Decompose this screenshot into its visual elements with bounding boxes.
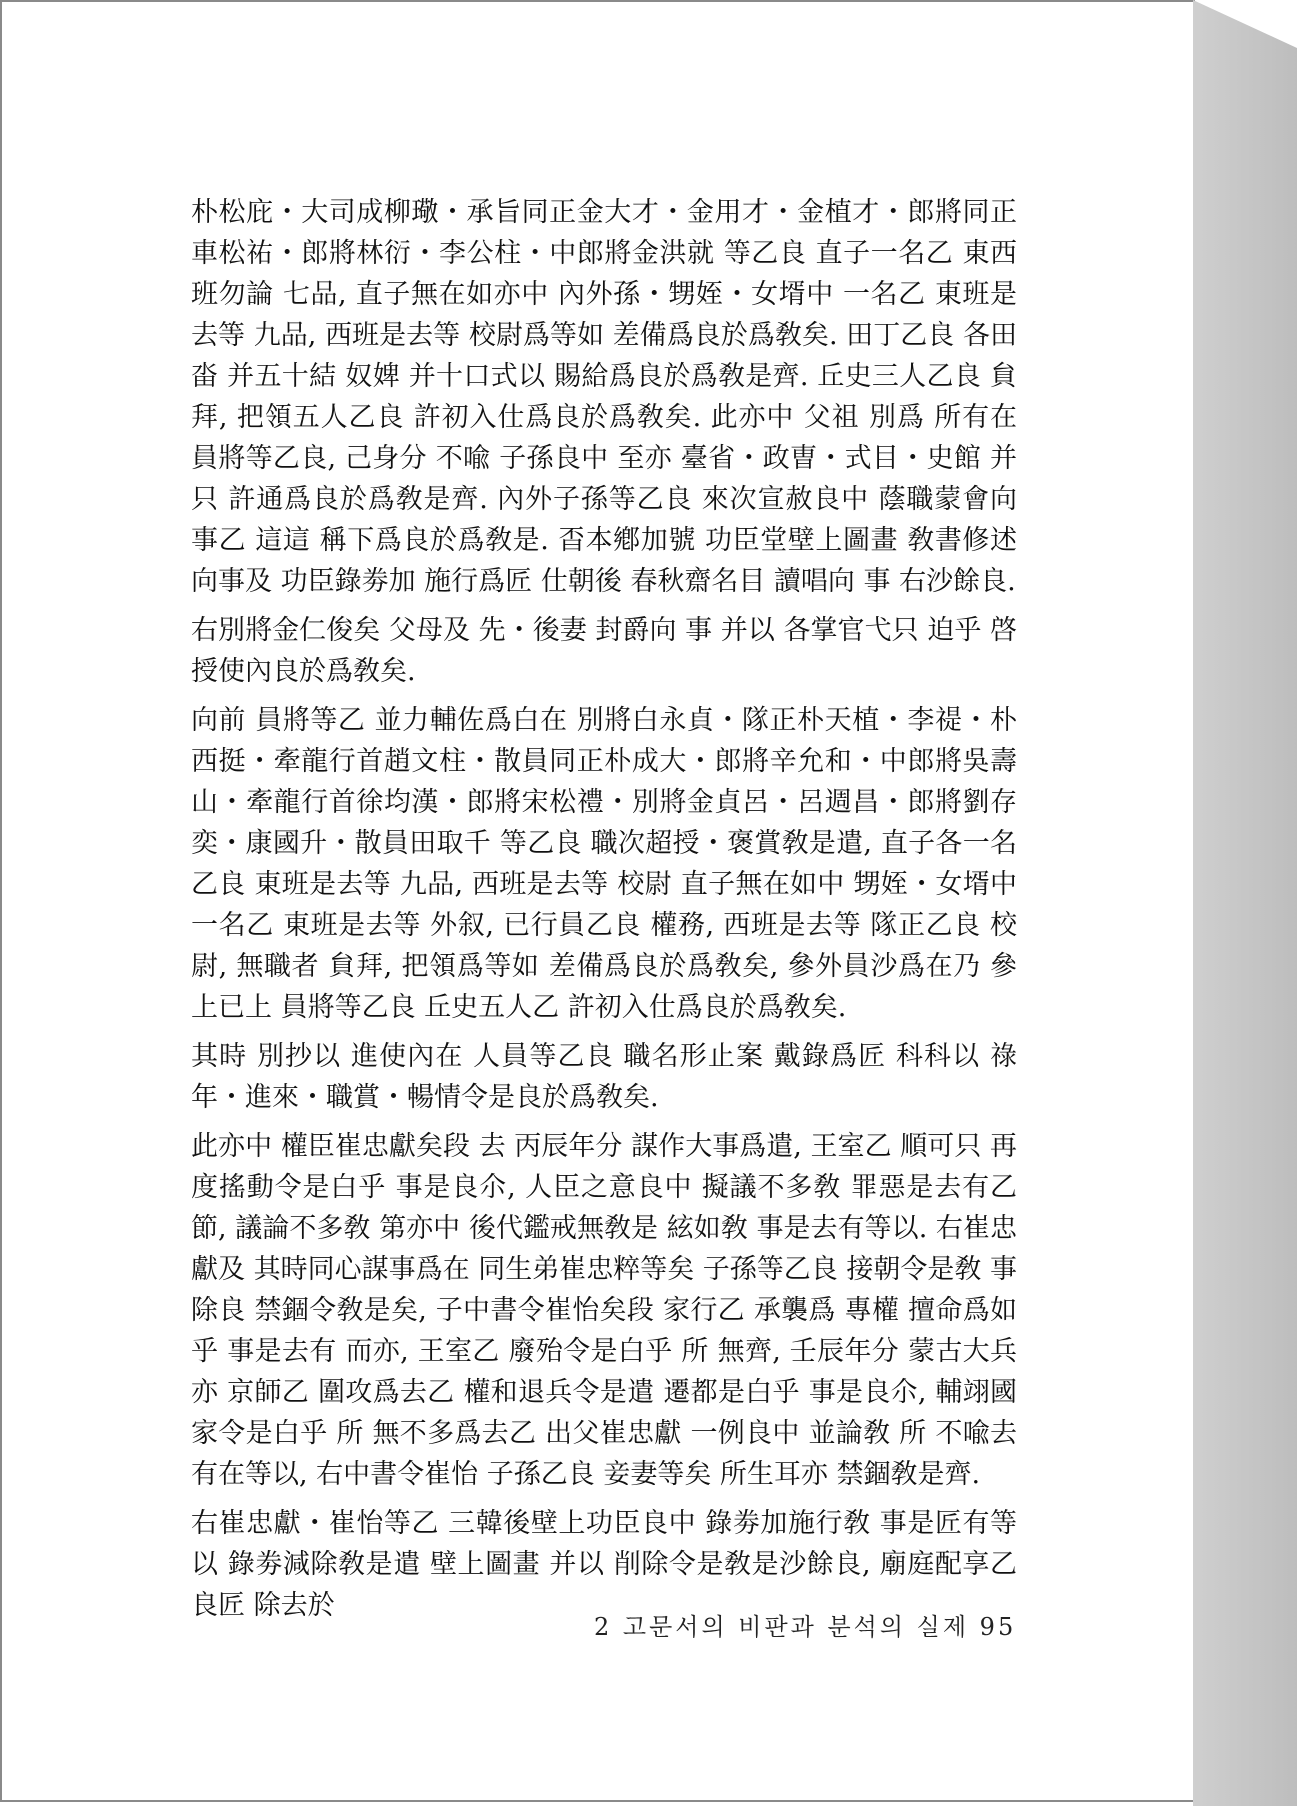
paragraph: 右別將金仁俊矣 父母及 先・後妻 封爵向 事 并以 各掌官弋只 迫乎 啓授使內良於爲敎矣.	[191, 615, 1017, 687]
paragraph: 此亦中 權臣崔忠獻矣段 去 丙辰年分 謀作大事爲遣, 王室乙 順可只 再度搖動令是白乎 事是良尒, 人臣之意良中 擬議不多敎 罪惡是去有乙 節, 議論不多敎 第亦中 後代鑑戒無敎是 絃如敎 事是去有等以. 右崔忠獻及 其時同心謀事爲在 同生弟崔忠粹等矣 子孫等乙良 接朝令是敎 事 除良 禁錮令敎是矣, 子中書令崔怡矣段 家行乙 承襲爲 專權 擅命爲如乎 事是去有 而亦, 王室乙 廢殆令是白乎 所 無齊, 壬辰年分 蒙古大兵亦 京師乙 圍攻爲去乙 權和退兵令是遣 遷都是白乎 事是良尒, 輔翊國家令是白乎 所 無不多爲去乙 出父崔忠獻 一例良中 並論敎 所 不喩去有在等以, 右中書令崔怡 子孫乙良 妾妻等矣 所生耳亦 禁錮敎是齊.	[191, 1131, 1017, 1490]
paragraph: 其時 別抄以 進使內在 人員等乙良 職名形止案 戴錄爲匠 科科以 祿年・進來・職賞・暢情令是良於爲敎矣.	[191, 1041, 1017, 1113]
paragraph: 向前 員將等乙 並力輔佐爲白在 別將白永貞・隊正朴天植・李禔・朴西挺・牽龍行首趙文柱・散員同正朴成大・郎將辛允和・中郎將吳壽山・牽龍行首徐均漢・郎將宋松禮・別將金貞呂・呂週昌・郎將劉存奕・康國升・散員田取千 等乙良 職次超授・褒賞敎是遣, 直子各一名乙良 東班是去等 九品, 西班是去等 校尉 直子無在如中 甥姪・女壻中 一名乙 東班是去等 外叙, 已行員乙良 權務, 西班是去等 隊正乙良 校尉, 無職者 貟拜, 把領爲等如 差備爲良於爲敎矣, 參外員沙爲在乃 參上已上 員將等乙良 丘史五人乙 許初入仕爲良於爲敎矣.	[191, 705, 1017, 1023]
page-number: 95	[979, 1613, 1017, 1641]
paragraph: 朴松庇・大司成柳璥・承旨同正金大才・金用才・金植才・郎將同正車松祐・郎將林衍・李公柱・中郎將金洪就 等乙良 直子一名乙 東西班勿論 七品, 直子無在如亦中 內外孫・甥姪・女壻中 一名乙 東班是去等 九品, 西班是去等 校尉爲等如 差備爲良於爲敎矣. 田丁乙良 各田畓 并五十結 奴婢 并十口式以 賜給爲良於爲敎是齊. 丘史三人乙良 貟拜, 把領五人乙良 許初入仕爲良於爲敎矣. 此亦中 父祖 別爲 所有在 員將等乙良, 己身分 不喩 子孫良中 至亦 臺省・政曺・式目・史館 并只 許通爲良於爲敎是齊. 內外子孫等乙良 來次宣赦良中 蔭職蒙會向 事乙 這這 稱下爲良於爲敎是. 㫘本鄕加號 功臣堂壁上圖畫 敎書修述向事及 功臣錄劵加 施行爲匠 仕朝後 春秋齋名目 讀唱向 事 右沙餘良.	[191, 197, 1017, 597]
chapter-number: 2	[594, 1613, 613, 1641]
page-footer	[594, 1607, 1017, 1642]
paragraph: 右崔忠獻・崔怡等乙 三韓後壁上功臣良中 錄劵加施行敎 事是匠有等以 錄劵減除敎是遣 壁上圖畫 并以 削除令是敎是沙餘良, 廟庭配享乙良匠 除去於	[191, 1508, 1017, 1621]
chapter-title: 고문서의 비판과 분석의 실제	[622, 1613, 970, 1641]
document-body	[191, 192, 1017, 1634]
book-edge	[1193, 0, 1297, 1806]
